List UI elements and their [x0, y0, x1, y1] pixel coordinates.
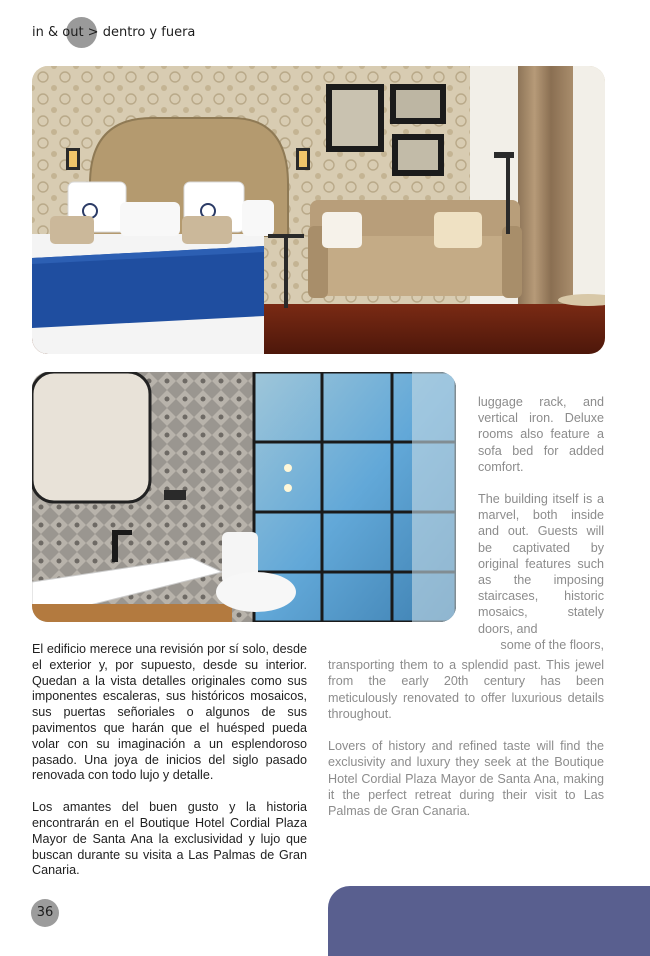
- spanish-paragraph-2: Los amantes del buen gusto y la historia encontrarán en el Boutique Hotel Cordial Plaza Mayor de Santa Ana la exclusividad y lujo que buscan durante su visita a Las Palmas de Gran Canaria.: [32, 800, 307, 878]
- spanish-paragraph-1: El edificio merece una revisión por sí solo, desde el exterior y, por supuesto, desde su interior. Quedan a la vista detalles originales como sus imponentes escaleras, sus históricos mosaicos, sus puertas señoriales o algunos de sus pavimentos que harán que el huésped pueda volar con su imaginación a un esplendoroso pasado. Una joya de inicios del siglo pasado renovada con todo lujo y detalle.: [32, 642, 307, 783]
- footer-color-band: [328, 886, 650, 956]
- english-paragraph-2-end: some of the floors,: [500, 637, 604, 652]
- english-paragraph-3: transporting them to a splendid past. This jewel from the early 20th century has been meticulously renovated to offer luxurious details throughout.: [328, 658, 604, 721]
- english-text-column-wide: [328, 657, 604, 836]
- bathroom-illustration: [32, 372, 456, 622]
- hotel-bedroom-photo: [32, 66, 605, 354]
- bedroom-illustration: [32, 66, 605, 354]
- section-header: in & out > dentro y fuera: [32, 25, 196, 40]
- english-paragraph-4: Lovers of history and refined taste will find the exclusivity and luxury they seek at the Boutique Hotel Cordial Plaza Mayor de Santa Ana, making it the perfect retreat during their visit to Las Palmas de Gran Canaria.: [328, 739, 604, 819]
- english-paragraph-2: The building itself is a marvel, both inside and out. Guests will be captivated by original features such as the imposing staircases, historic mosaics, stately doors, and: [478, 492, 604, 636]
- spanish-text-column: [32, 642, 307, 895]
- page-number: 36: [31, 899, 59, 927]
- english-paragraph-1: luggage rack, and vertical iron. Deluxe rooms also feature a sofa bed for added comfort.: [478, 395, 604, 474]
- hotel-bathroom-photo: [32, 372, 456, 622]
- english-text-column-narrow: [478, 394, 604, 653]
